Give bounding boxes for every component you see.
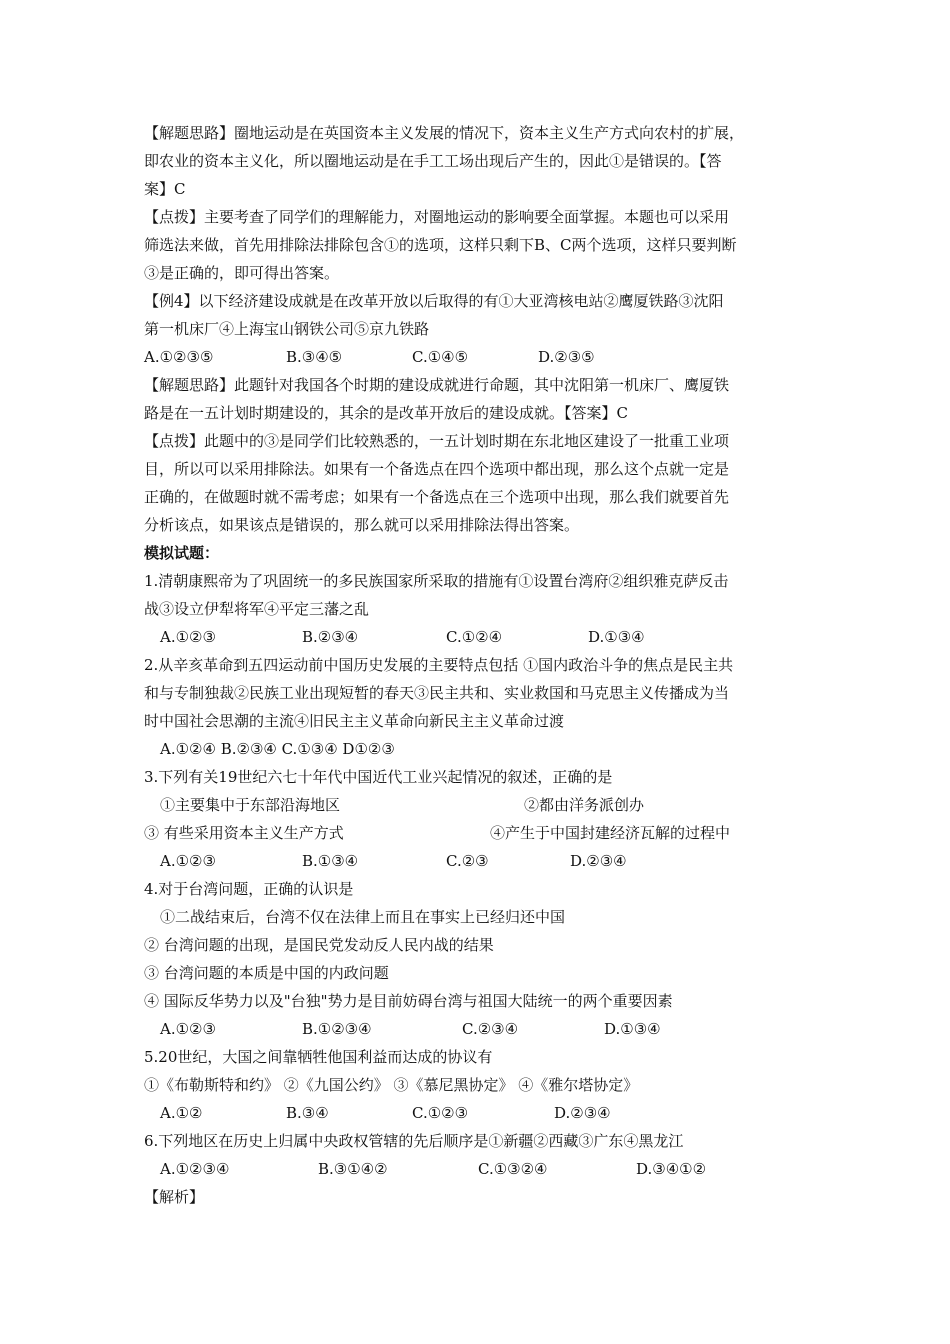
- option-c: C.①②④: [446, 628, 503, 646]
- question-5: 5.20世纪，大国之间靠牺牲他国利益而达成的协议有: [144, 1048, 493, 1066]
- text-line: 案】C: [144, 180, 186, 198]
- text-line: 【解题思路】圈地运动是在英国资本主义发展的情况下，资本主义生产方式向农村的扩展，: [144, 124, 745, 142]
- text-line: 【解题思路】此题针对我国各个时期的建设成就进行命题，其中沈阳第一机床厂、鹰厦铁: [144, 376, 730, 394]
- option-b: B.③①④②: [318, 1160, 388, 1178]
- option-b: B.③④: [286, 1104, 329, 1122]
- option-d: D.③④①②: [636, 1160, 707, 1178]
- text-line: 目，所以可以采用排除法。如果有一个备选点在四个选项中都出现，那么这个点就一定是: [144, 460, 730, 478]
- statement-4: ④ 国际反华势力以及"台独"势力是目前妨碍台湾与祖国大陆统一的两个重要因素: [144, 992, 673, 1010]
- text-line: ③是正确的，即可得出答案。: [144, 264, 340, 282]
- option-row-q2: A.①②④ B.②③④ C.①③④ D①②③: [160, 740, 395, 758]
- text-line: 和与专制独裁②民族工业出现短暂的春天③民主共和、实业救国和马克思主义传播成为当: [144, 684, 730, 702]
- option-d: D.②③④: [570, 852, 627, 870]
- text-line: 【点拨】主要考查了同学们的理解能力，对圈地运动的影响要全面掌握。本题也可以采用: [144, 208, 730, 226]
- option-c: C.②③: [446, 852, 489, 870]
- text-line: 第一机床厂④上海宝山钢铁公司⑤京九铁路: [144, 320, 430, 338]
- text-line: ①《布勒斯特和约》 ②《九国公约》 ③《慕尼黑协定》 ④《雅尔塔协定》: [144, 1076, 639, 1094]
- statement-4: ④产生于中国封建经济瓦解的过程中: [490, 824, 731, 842]
- statement-1: ①主要集中于东部沿海地区: [160, 796, 341, 814]
- text-line: 即农业的资本主义化，所以圈地运动是在手工工场出现后产生的，因此①是错误的。【答: [144, 152, 722, 170]
- option-a: A.①②③: [160, 1020, 216, 1038]
- option-d: D.②③④: [554, 1104, 611, 1122]
- text-line: 【例4】以下经济建设成就是在改革开放以后取得的有①大亚湾核电站②鹰厦铁路③沈阳: [144, 292, 724, 310]
- option-c: C.①③②④: [478, 1160, 548, 1178]
- option-c: C.①②③: [412, 1104, 469, 1122]
- option-c: C.②③④: [462, 1020, 519, 1038]
- option-d: D.①③④: [604, 1020, 661, 1038]
- text-line: 分析该点，如果该点是错误的，那么就可以采用排除法得出答案。: [144, 516, 580, 534]
- text-line: 时中国社会思潮的主流④旧民主主义革命向新民主主义革命过渡: [144, 712, 565, 730]
- question-4: 4.对于台湾问题，正确的认识是: [144, 880, 354, 898]
- text-line: 战③设立伊犁将军④平定三藩之乱: [144, 600, 370, 618]
- option-a: A.①②③: [160, 852, 216, 870]
- question-2: 2.从辛亥革命到五四运动前中国历史发展的主要特点包括 ①国内政治斗争的焦点是民主共: [144, 656, 734, 674]
- option-a: A.①②③: [160, 628, 216, 646]
- section-heading: 模拟试题：: [144, 544, 220, 562]
- option-a: A.①②③④: [160, 1160, 230, 1178]
- option-a: A.①②③⑤: [144, 348, 214, 366]
- statement-1: ①二战结束后，台湾不仅在法律上而且在事实上已经归还中国: [160, 908, 566, 926]
- text-line: 【点拨】此题中的③是同学们比较熟悉的，一五计划时期在东北地区建设了一批重工业项: [144, 432, 730, 450]
- option-b: B.③④⑤: [286, 348, 343, 366]
- statement-3: ③ 台湾问题的本质是中国的内政问题: [144, 964, 389, 982]
- option-d: D.①③④: [588, 628, 645, 646]
- option-b: B.①③④: [302, 852, 359, 870]
- question-6: 6.下列地区在历史上归属中央政权管辖的先后顺序是①新疆②西藏③广东④黑龙江: [144, 1132, 684, 1150]
- statement-2: ②都由洋务派创办: [524, 796, 645, 814]
- question-1: 1.清朝康熙帝为了巩固统一的多民族国家所采取的措施有①设置台湾府②组织雅克萨反击: [144, 572, 729, 590]
- text-line: 正确的，在做题时就不需考虑；如果有一个备选点在三个选项中出现，那么我们就要首先: [144, 488, 730, 506]
- option-a: A.①②: [160, 1104, 203, 1122]
- text-line: 筛选法来做，首先用排除法排除包含①的选项，这样只剩下B、C两个选项，这样只要判断: [144, 236, 737, 254]
- text-line: 路是在一五计划时期建设的，其余的是改革开放后的建设成就。【答案】C: [144, 404, 628, 422]
- statement-3: ③ 有些采用资本主义生产方式: [144, 824, 344, 842]
- option-b: B.①②③④: [302, 1020, 372, 1038]
- question-3: 3.下列有关19世纪六七十年代中国近代工业兴起情况的叙述，正确的是: [144, 768, 613, 786]
- analysis-label: 【解析】: [144, 1188, 205, 1206]
- option-d: D.②③⑤: [538, 348, 595, 366]
- option-b: B.②③④: [302, 628, 359, 646]
- statement-2: ② 台湾问题的出现，是国民党发动反人民内战的结果: [144, 936, 494, 954]
- option-c: C.①④⑤: [412, 348, 469, 366]
